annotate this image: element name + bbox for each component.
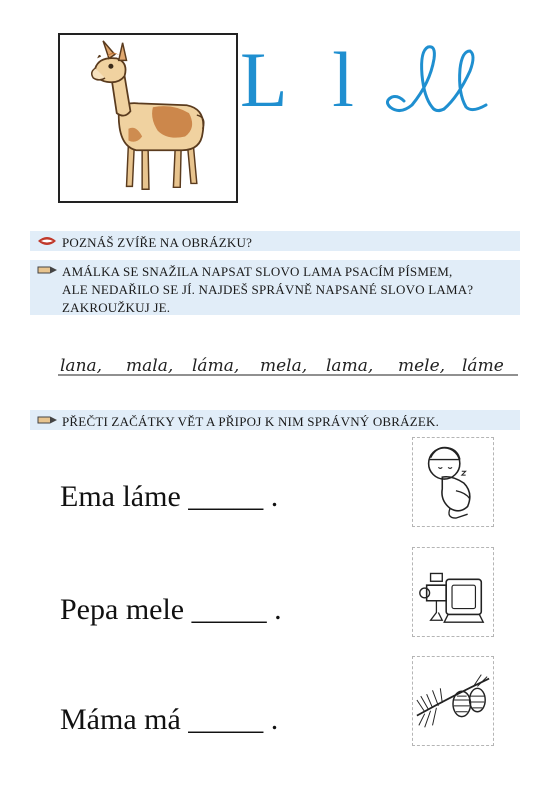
sleeping-baby-icon [413, 438, 493, 526]
task-text-2-line-3: ZAKROUŽKUJ JE. [62, 300, 171, 315]
sentence-3: Máma má _____ . [60, 703, 279, 736]
print-letters: L l [240, 36, 368, 123]
llama-icon [60, 35, 236, 201]
task-bar-2 [30, 260, 520, 315]
pencil-hand-icon [37, 263, 57, 277]
task-text-2-line-1: AMÁLKA SE SNAŽILA NAPSAT SLOVO LAMA PSACÍM PÍSMEM, [62, 264, 453, 279]
cursive-word[interactable]: lana, [60, 356, 103, 376]
meat-grinder-picture[interactable] [412, 547, 494, 637]
sentence-1: Ema láme _____ . [60, 480, 279, 513]
cursive-word[interactable]: mele, [398, 356, 446, 376]
cursive-words-row [58, 345, 518, 381]
cursive-word[interactable]: mala, [126, 356, 174, 376]
task-bar-1 [30, 231, 520, 251]
task-text-1: POZNÁŠ ZVÍŘE NA OBRÁZKU? [62, 235, 253, 250]
pine-branch-icon [413, 657, 493, 745]
task-bar-3 [30, 410, 520, 430]
mouth-icon [37, 234, 57, 248]
cursive-word[interactable]: lama, [326, 356, 374, 376]
cursive-word[interactable]: láma, [192, 356, 240, 376]
letter-heading [240, 30, 492, 130]
task-text-2-line-2: ALE NEDAŘILO SE JÍ. NAJDEŠ SPRÁVNĚ NAPSANÉ SLOVO LAMA? [62, 282, 474, 297]
pine-branch-picture[interactable] [412, 656, 494, 746]
sleeping-baby-picture[interactable] [412, 437, 494, 527]
task-text-3: PŘEČTI ZAČÁTKY VĚT A PŘIPOJ K NIM SPRÁVNÝ OBRÁZEK. [62, 414, 440, 429]
sentence-2: Pepa mele _____ . [60, 593, 282, 626]
cursive-word[interactable]: láme [462, 356, 504, 376]
llama-picture [58, 33, 238, 203]
cursive-letters-icon [382, 35, 492, 125]
meat-grinder-icon [413, 548, 493, 636]
pencil-hand-icon [37, 413, 57, 427]
cursive-word[interactable]: mela, [260, 356, 308, 376]
